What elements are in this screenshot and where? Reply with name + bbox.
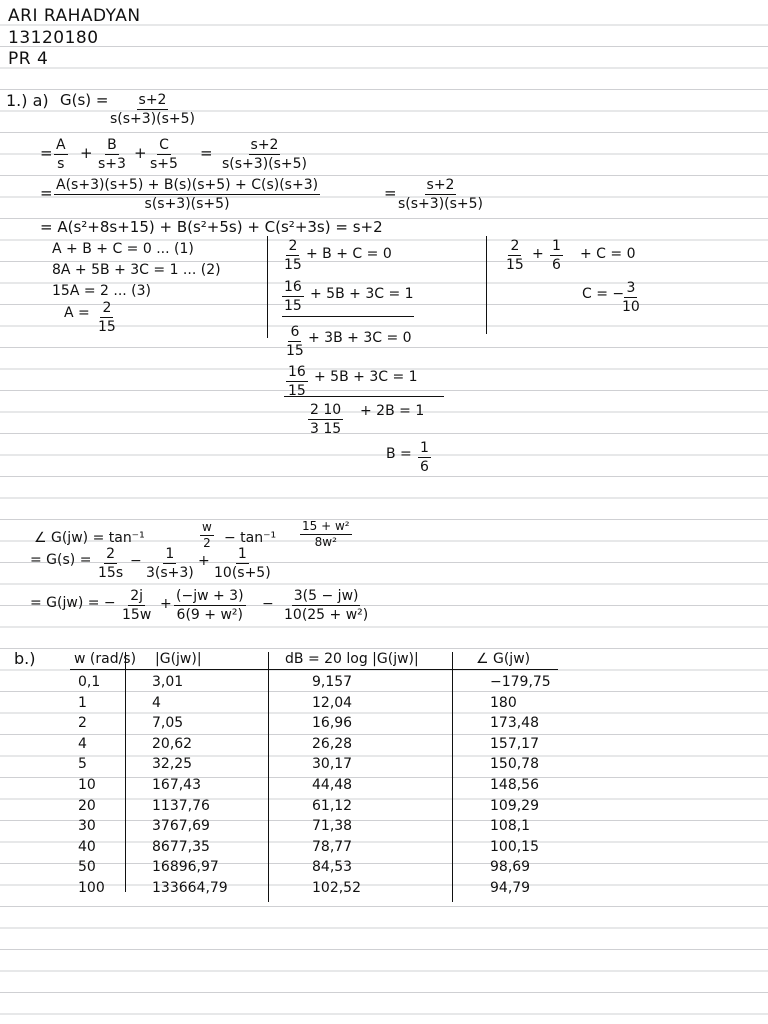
mid-r4-num: 16: [288, 364, 306, 380]
mid-r2-den: 15: [284, 298, 302, 314]
c-value-fraction: [620, 280, 642, 315]
a-lhs: A =: [64, 305, 90, 321]
b-den: 6: [420, 459, 429, 475]
pf-rhs-num: s+2: [250, 137, 279, 153]
mid-r1-rest: + B + C = 0: [306, 246, 392, 262]
combine-rhs-den: s(s+3)(s+5): [398, 196, 484, 212]
equation-2: 8A + 5B + 3C = 1 ... (2): [52, 262, 221, 278]
pf-rhs-fraction: [220, 137, 309, 172]
gsum-t2-fraction: [144, 546, 196, 581]
combine-eq: =: [384, 184, 397, 202]
divider-right: [486, 236, 487, 334]
b-lhs: B =: [386, 446, 412, 462]
cell-magnitude: 7,05: [152, 715, 184, 732]
mid-r4-den: 15: [288, 383, 306, 399]
transfer-fn-denominator: s(s+3)(s+5): [110, 111, 196, 127]
gjw-t1-fraction: [120, 588, 153, 623]
mid-r5-den: 3 15: [310, 421, 342, 437]
pf-c-num: C: [159, 137, 169, 153]
cell-phase: 173,48: [490, 715, 539, 732]
cell-magnitude: 3,01: [152, 674, 184, 690]
mid-r2-num: 16: [284, 279, 302, 295]
cell-w: 0,1: [78, 674, 101, 690]
mid-r5-num: 2 10: [310, 402, 342, 418]
mid-r1-fraction: [282, 238, 304, 273]
cell-db: 30,17: [312, 756, 353, 773]
phase-p-num: 15 + w²: [302, 519, 350, 533]
gsum-t1-den: 15s: [98, 565, 124, 581]
cell-magnitude: 8677,35: [152, 838, 210, 855]
cell-phase: −179,75: [490, 674, 551, 690]
a-value-fraction: [96, 300, 118, 335]
cell-magnitude: 20,62: [152, 735, 193, 752]
mid-r1-num: 2: [288, 238, 298, 254]
cell-phase: 109,29: [490, 797, 539, 814]
cell-w: 5: [78, 756, 87, 773]
gsum-op2: +: [198, 553, 210, 569]
c-den: 10: [622, 299, 640, 315]
gjw-t2-den: 6(9 + w²): [176, 607, 243, 623]
c-lhs: C = −: [582, 286, 625, 302]
phase-lhs: ∠ G(jw) = tan⁻¹: [34, 530, 145, 546]
cell-magnitude: 1137,76: [152, 797, 210, 814]
gsum-t2-den: 3(s+3): [146, 565, 194, 581]
cell-db: 71,38: [312, 818, 353, 835]
col-header-phase: ∠ G(jw): [476, 651, 531, 667]
phase-w-den: 2: [203, 536, 211, 550]
part-b-label: b.): [14, 649, 36, 668]
cell-phase: 180: [490, 694, 517, 711]
assignment-label: PR 4: [8, 49, 49, 69]
cell-phase: 98,69: [490, 859, 531, 876]
cell-w: 2: [78, 715, 87, 732]
table-header-rule: [70, 669, 558, 670]
phase-p-fraction: [300, 520, 352, 549]
pf-a-fraction: [54, 137, 68, 172]
gjw-t2-num: (−jw + 3): [176, 588, 244, 604]
a-den: 15: [98, 319, 116, 335]
right-rest: + C = 0: [580, 246, 636, 262]
a-num: 2: [102, 300, 112, 316]
mid-r3-fraction: [284, 324, 306, 359]
student-id: 13120180: [8, 28, 99, 48]
b-value-fraction: [418, 440, 431, 475]
col-header-w: w (rad/s): [74, 651, 137, 667]
table-col-divider-3: [452, 652, 453, 902]
gjw-t3-num: 3(5 − jw): [293, 588, 359, 604]
cell-w: 10: [78, 777, 96, 793]
gjw-t2-fraction: [174, 588, 246, 623]
cell-db: 12,04: [312, 694, 353, 711]
mid-r3-num: 6: [290, 324, 300, 340]
gsum-t1-num: 2: [106, 546, 116, 562]
pf-a-den: s: [57, 156, 65, 172]
pf-b-den: s+3: [98, 156, 126, 172]
phase-w-num: w: [202, 520, 212, 534]
right-t2-num: 1: [552, 238, 561, 254]
right-t2-fraction: [550, 238, 563, 273]
part-a-label: 1.) a): [6, 91, 49, 110]
cell-magnitude: 167,43: [152, 777, 201, 793]
pf-plus-2: +: [134, 144, 147, 162]
transfer-fn-lhs: G(s) =: [60, 91, 109, 109]
gsum-t3-den: 10(s+5): [214, 565, 271, 581]
pf-eq: =: [200, 144, 213, 162]
mid-r3-den: 15: [286, 343, 304, 359]
cell-w: 30: [78, 818, 96, 835]
cell-magnitude: 4: [152, 694, 161, 711]
cell-phase: 150,78: [490, 756, 539, 773]
cell-w: 4: [78, 735, 87, 752]
divider-left: [267, 236, 268, 338]
combine-num: A(s+3)(s+5) + B(s)(s+5) + C(s)(s+3): [56, 177, 319, 193]
mid-r2-fraction: [282, 279, 304, 314]
pf-lead: =: [40, 144, 53, 162]
cell-db: 84,53: [312, 859, 353, 876]
mid-r2-rest: + 5B + 3C = 1: [310, 286, 414, 302]
cell-phase: 108,1: [490, 818, 531, 835]
cell-magnitude: 133664,79: [152, 880, 228, 896]
mid-r5-rest: + 2B = 1: [360, 403, 425, 419]
cell-w: 40: [78, 838, 96, 855]
right-t1-num: 2: [510, 238, 520, 254]
mid-r4-fraction: [286, 364, 308, 399]
combine-rhs-fraction: [396, 177, 485, 212]
mid-r1-den: 15: [284, 257, 302, 273]
gsum-t1-fraction: [96, 546, 125, 581]
cell-db: 26,28: [312, 735, 353, 752]
cell-w: 1: [78, 694, 87, 711]
pf-b-fraction: [96, 137, 128, 172]
gsum-op1: −: [130, 553, 142, 569]
student-name: ARI RAHADYAN: [8, 6, 141, 26]
gjw-op2: −: [262, 596, 274, 612]
cell-db: 16,96: [312, 715, 353, 732]
gjw-t1-num: 2j: [130, 588, 144, 604]
right-plus: +: [532, 246, 544, 262]
combine-rhs-num: s+2: [426, 177, 455, 193]
cell-w: 100: [78, 880, 105, 896]
mid-r4-rest: + 5B + 3C = 1: [314, 369, 418, 385]
cell-db: 78,77: [312, 838, 353, 855]
gjw-t3-den: 10(25 + w²): [284, 607, 369, 623]
gsum-lhs: = G(s) =: [30, 552, 92, 568]
gjw-lhs: = G(jw) = −: [30, 595, 116, 611]
cell-db: 44,48: [312, 777, 353, 793]
cell-magnitude: 3767,69: [152, 818, 210, 835]
cell-phase: 100,15: [490, 838, 539, 855]
gjw-op1: +: [160, 596, 172, 612]
table-col-divider-1: [125, 652, 126, 892]
pf-rhs-den: s(s+3)(s+5): [222, 156, 308, 172]
pf-c-fraction: [148, 137, 180, 172]
cell-db: 61,12: [312, 797, 353, 814]
equation-1: A + B + C = 0 ... (1): [52, 241, 194, 257]
col-header-db: dB = 20 log |G(jw)|: [285, 651, 419, 667]
gsum-t2-num: 1: [165, 546, 175, 562]
cell-magnitude: 16896,97: [152, 859, 219, 876]
combine-den: s(s+3)(s+5): [144, 196, 230, 212]
table-col-divider-2: [268, 652, 269, 902]
right-t1-den: 15: [506, 257, 524, 273]
cell-w: 20: [78, 797, 96, 814]
gsum-t3-num: 1: [237, 546, 247, 562]
cell-phase: 94,79: [490, 880, 531, 896]
combine-lead: =: [40, 184, 53, 202]
cell-db: 102,52: [312, 880, 361, 896]
c-num: 3: [626, 280, 636, 296]
cell-magnitude: 32,25: [152, 756, 193, 773]
right-t1-fraction: [504, 238, 526, 273]
cell-w: 50: [78, 859, 96, 876]
combine-fraction: [54, 177, 320, 212]
transfer-fn-fraction: [108, 92, 197, 127]
b-num: 1: [420, 440, 429, 456]
gsum-t3-fraction: [212, 546, 273, 581]
gjw-t3-fraction: [282, 588, 370, 623]
col-header-magnitude: |G(jw)|: [155, 651, 202, 667]
pf-a-num: A: [56, 137, 66, 153]
transfer-fn-numerator: s+2: [138, 92, 167, 108]
pf-b-num: B: [107, 137, 117, 153]
cell-phase: 148,56: [490, 777, 539, 793]
pf-plus-1: +: [80, 144, 93, 162]
phase-mid: − tan⁻¹: [224, 530, 277, 546]
cell-phase: 157,17: [490, 735, 539, 752]
mid-subtract-line-1: [282, 316, 414, 317]
right-t2-den: 6: [552, 257, 561, 273]
equation-3: 15A = 2 ... (3): [52, 283, 152, 299]
cell-db: 9,157: [312, 674, 353, 690]
mid-r3-rest: + 3B + 3C = 0: [308, 330, 412, 346]
mid-r5-fraction: [308, 402, 343, 437]
expand-line: = A(s²+8s+15) + B(s²+5s) + C(s²+3s) = s+2: [40, 218, 383, 236]
phase-p-den: 8w²: [314, 535, 337, 549]
gjw-t1-den: 15w: [122, 607, 152, 623]
mid-subtract-line-2: [284, 396, 444, 397]
pf-c-den: s+5: [150, 156, 178, 172]
